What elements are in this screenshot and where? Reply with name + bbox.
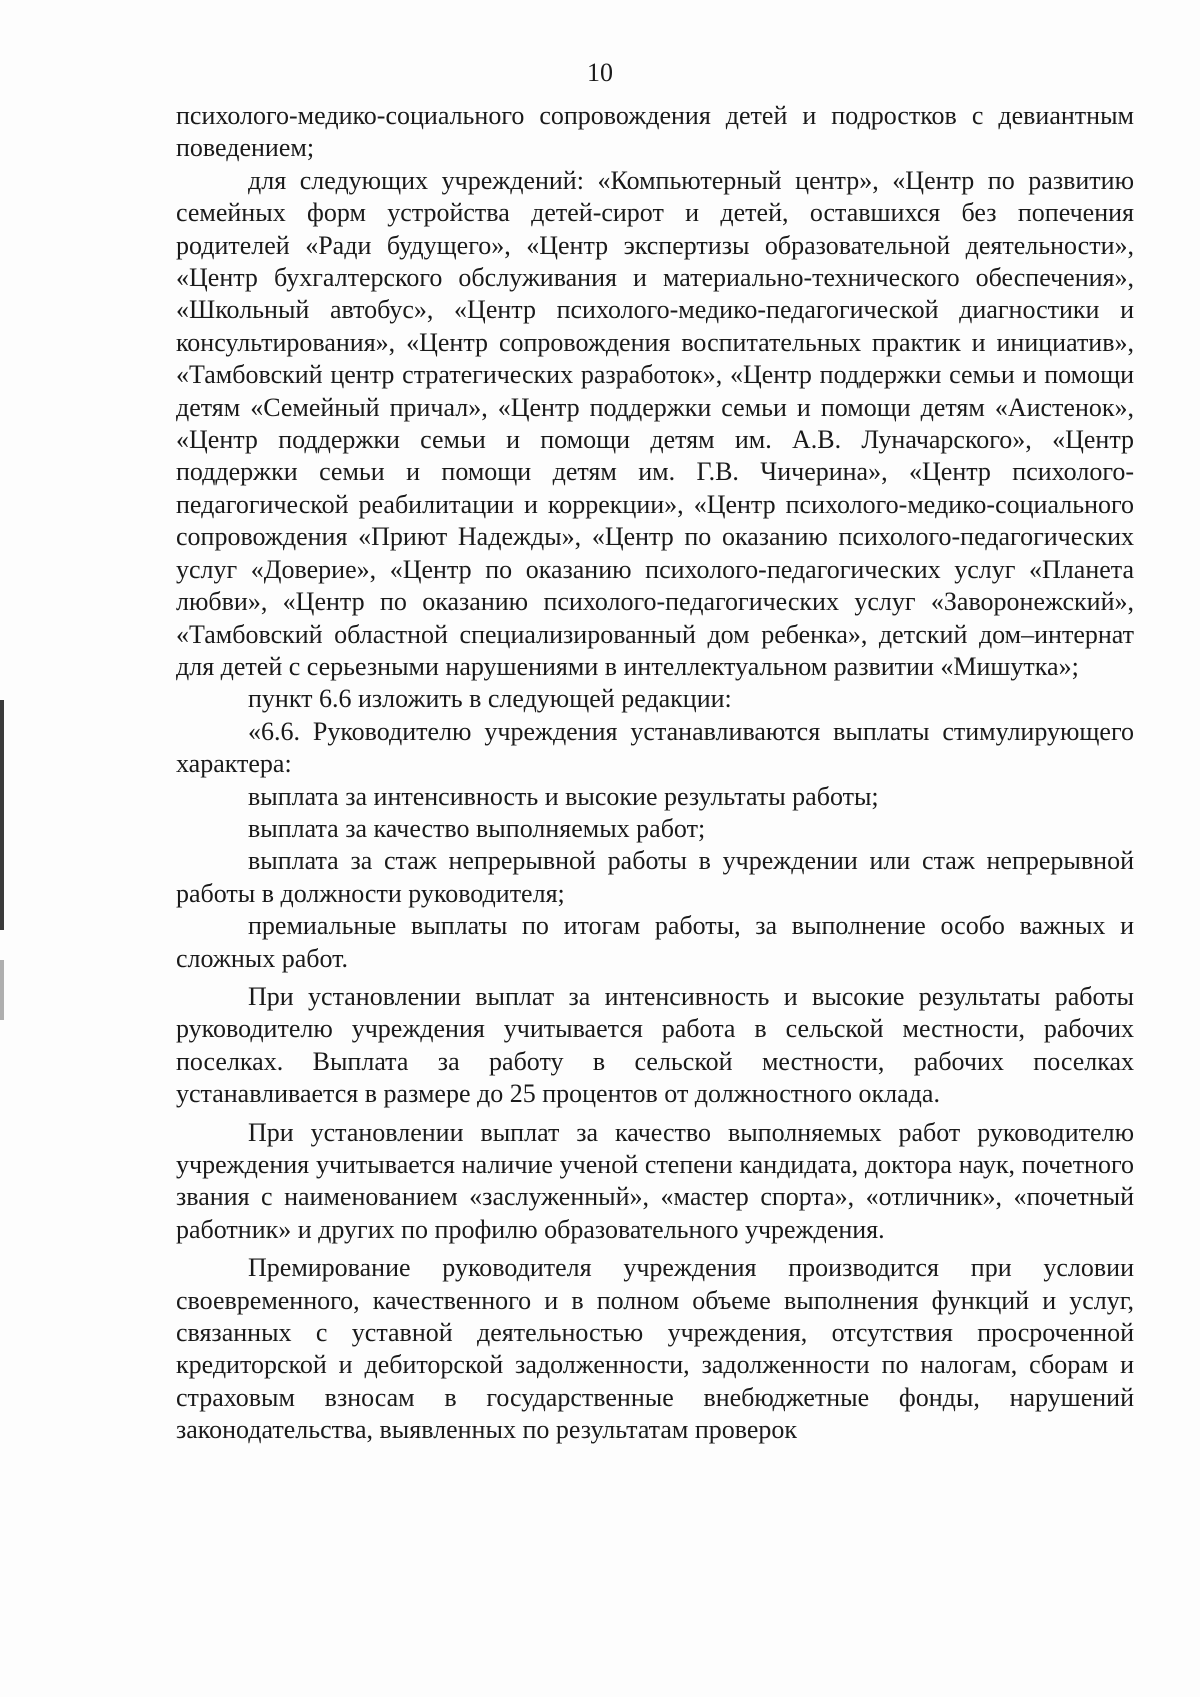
- paragraph: «6.6. Руководителю учреждения устанавливаются выплаты стимулирующего характера:: [176, 716, 1134, 779]
- paragraph: Премирование руководителя учреждения производится при условии своевременного, качественного и в полном объеме выполнения функций и услуг, связанных с уставной деятельностью учреждения, отсутствия просроченной кредиторской и дебиторской задолженности, задолженности по налогам, сборам и страховым взносам в государственные внебюджетные фонды, нарушений законодательства, выявленных по результатам проверок: [176, 1253, 1134, 1445]
- scan-edge-mark: [0, 700, 4, 930]
- paragraph: для следующих учреждений: «Компьютерный центр», «Центр по развитию семейных форм устройства детей-сирот и детей, оставшихся без попечения родителей «Ради будущего», «Центр экспертизы образовательной деятельности», «Центр бухгалтерского обслуживания и материально-технического обеспечения», «Школьный автобус», «Центр психолого-медико-педагогической диагностики и консультирования», «Центр сопровождения воспитательных практик и инициатив», «Тамбовский центр стратегических разработок», «Центр поддержки семьи и помощи детям «Семейный причал», «Центр поддержки семьи и помощи детям «Аистенок», «Центр поддержки семьи и помощи детям им. А.В. Луначарского», «Центр поддержки семьи и помощи детям им. Г.В. Чичерина», «Центр психолого-педагогической реабилитации и коррекции», «Центр психолого-медико-социального сопровождения «Приют Надежды», «Центр по оказанию психолого-педагогических услуг «Доверие», «Центр по оказанию психолого-педагогических услуг «Планета любви», «Центр по оказанию психолого-педагогических услуг «Заворонежский», «Тамбовский областной специализированный дом ребенка», детский дом–интернат для детей с серьезными нарушениями в интеллектуальном развитии «Мишутка»;: [176, 165, 1134, 681]
- paragraph: премиальные выплаты по итогам работы, за выполнение особо важных и сложных работ.: [176, 911, 1134, 973]
- page-number: 10: [587, 58, 613, 87]
- paragraph: психолого-медико-социального сопровождения детей и подростков с девиантным поведением;: [176, 101, 1134, 163]
- paragraph: выплата за стаж непрерывной работы в учреждении или стаж непрерывной работы в должности руководителя;: [176, 846, 1134, 908]
- document-body: [176, 100, 1134, 1447]
- paragraph: выплата за качество выполняемых работ;: [248, 813, 706, 843]
- paragraph: пункт 6.6 изложить в следующей редакции:: [248, 684, 732, 714]
- paragraph: выплата за интенсивность и высокие результаты работы;: [248, 781, 879, 811]
- scan-edge-mark: [0, 960, 4, 1020]
- paragraph: При установлении выплат за качество выполняемых работ руководителю учреждения учитывается наличие ученой степени кандидата, доктора наук, почетного звания с наименованием «заслуженный», «мастер спорта», «отличник», «почетный работник» и других по профилю образовательного учреждения.: [176, 1117, 1134, 1244]
- paragraph: При установлении выплат за интенсивность и высокие результаты работы руководителю учреждения учитывается работа в сельской местности, рабочих поселках. Выплата за работу в сельской местности, рабочих поселках устанавливается в размере до 25 процентов от должностного оклада.: [176, 981, 1134, 1109]
